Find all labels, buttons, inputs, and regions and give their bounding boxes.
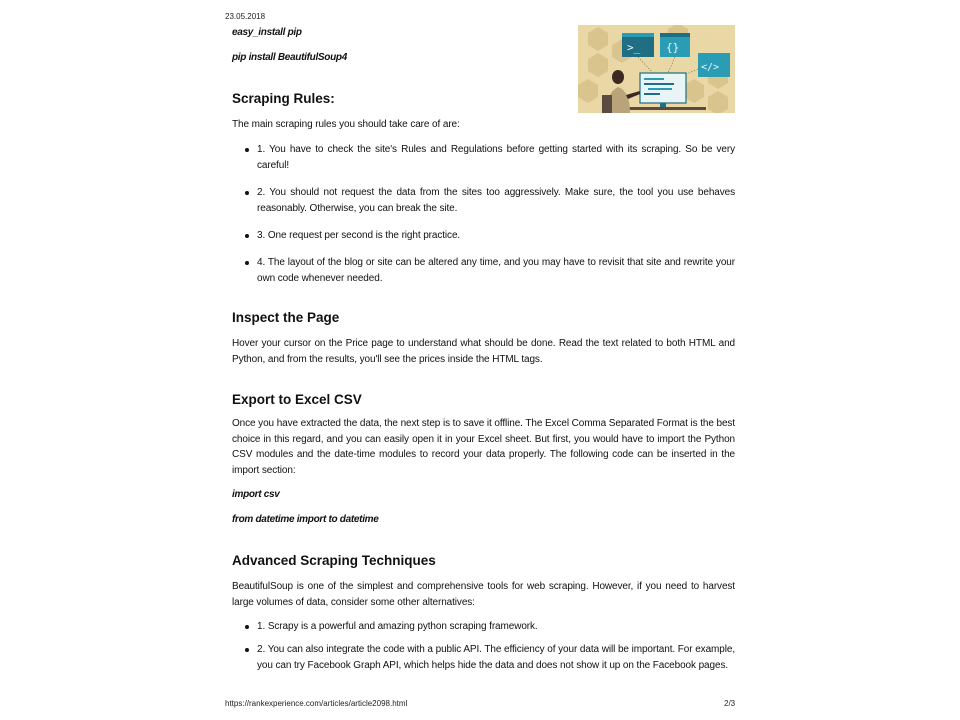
advanced-body: BeautifulSoup is one of the simplest and comprehensive tools for web scraping. However, if you need to harvest large volumes of data, consider some other alternatives: [232,581,735,608]
bullet-icon [245,648,249,652]
monitor-icon [640,73,686,107]
bullet-icon [245,625,249,629]
list-item-text: 4. The layout of the blog or site can be altered any time, and you may have to revisit that site and rewrite your own code whenever needed. [257,257,735,284]
code-tag-icon [698,53,730,77]
code-line-easy-install: easy_install pip [232,27,302,38]
list-item-text: 1. You have to check the site's Rules and Regulations before getting started with its scraping. So be very careful! [257,144,735,171]
footer-url: https://rankexperience.com/articles/article2098.html [225,699,408,708]
bullet-icon [245,191,249,195]
code-line-pip-install: pip install BeautifulSoup4 [232,52,347,63]
svg-text:</>: </> [701,62,720,73]
svg-text:>_: >_ [627,41,641,54]
list-item-text: 3. One request per second is the right practice. [257,230,461,241]
terminal-icon [622,33,654,57]
inspect-body: Hover your cursor on the Price page to understand what should be done. Read the text related to both HTML and Python, and from the results, you'll see the prices inside the HTML tags. [232,338,735,365]
bullet-icon [245,148,249,152]
footer-page-number: 2/3 [724,699,736,708]
desk [626,107,706,110]
chair [602,95,612,113]
print-date: 23.05.2018 [225,12,266,21]
heading-scraping-rules: Scraping Rules: [232,91,335,106]
code-braces-icon [660,33,690,57]
bullet-icon [245,234,249,238]
list-item-text: 1. Scrapy is a powerful and amazing python scraping framework. [257,621,538,632]
bullet-icon [245,261,249,265]
hero-illustration [578,25,735,113]
code-line-import-datetime: from datetime import to datetime [232,514,379,525]
code-line-import-csv: import csv [232,489,280,500]
export-body: Once you have extracted the data, the next step is to save it offline. The Excel Comma Separated Format is the best choice in this regard, and you can easily open it in your Excel sheet. But first, you would have to import the Python CSV modules and the date-time modules to record your data properly. The following code can be inserted in the import section: [232,418,735,476]
heading-export-csv: Export to Excel CSV [232,392,362,407]
svg-text:{}: {} [666,41,680,54]
list-item-text: 2. You can also integrate the code with a public API. The efficiency of your data will be important. For example, you can try Facebook Graph API, which helps hide the data and does not show it up on the Facebook pages. [257,644,735,671]
list-item-text: 2. You should not request the data from the sites too aggressively. Make sure, the tool you use behaves reasonably. Otherwise, you can break the site. [257,187,735,214]
heading-advanced-techniques: Advanced Scraping Techniques [232,553,436,568]
heading-inspect-page: Inspect the Page [232,310,340,325]
scraping-rules-intro: The main scraping rules you should take care of are: [232,119,460,130]
